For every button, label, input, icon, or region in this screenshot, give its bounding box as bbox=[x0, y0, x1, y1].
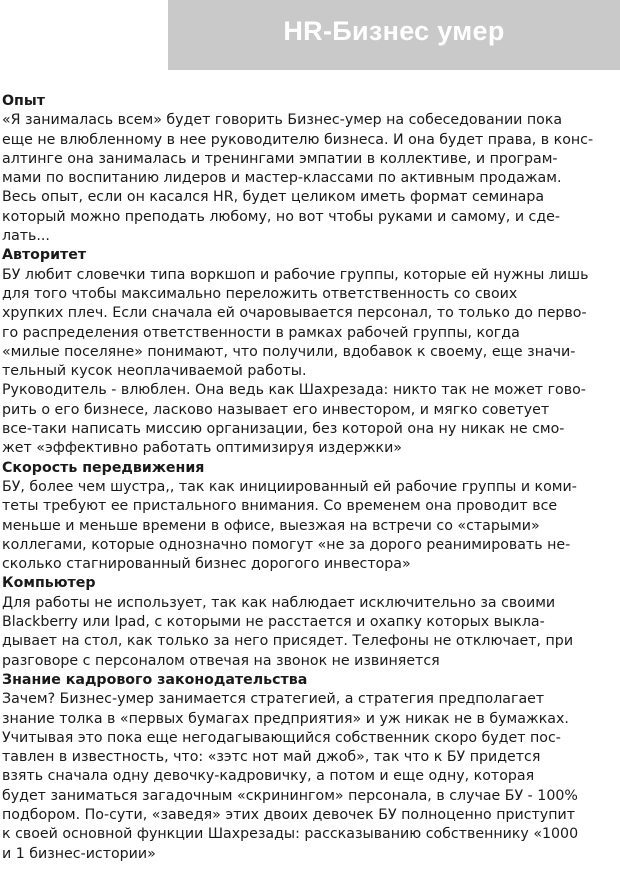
text-line: Blackberry или Ipad, с которыми не расстается и охапку которых выкла- bbox=[2, 614, 545, 631]
text-line: разговоре с персоналом отвечая на звонок не извиняется bbox=[2, 652, 440, 669]
page-title: HR-Бизнес умер bbox=[283, 16, 505, 46]
text-line: меньше и меньше времени в офисе, выезжая на встречи со «старыми» bbox=[2, 517, 540, 534]
text-line: еще не влюбленному в нее руководителю бизнеса. И она будет права, в конс- bbox=[2, 131, 594, 148]
section-labor-law bbox=[2, 671, 616, 864]
text-line: теты требуют ее пристального внимания. Со временем она проводит все bbox=[2, 498, 558, 515]
section-authority bbox=[2, 246, 616, 458]
text-line: Зачем? Бизнес-умер занимается стратегией, а стратегия предполагает bbox=[2, 691, 545, 708]
article-body bbox=[2, 92, 616, 864]
section-title: Знание кадрового законодательства bbox=[2, 671, 308, 688]
text-line: БУ, более чем шустра,, так как инициированный ей рабочие группы и коми- bbox=[2, 478, 577, 495]
text-line: сколько стагнированный бизнес дорогого инвестора» bbox=[2, 556, 411, 573]
text-line: мами по воспитанию лидеров и мастер-классами по активным продажам. bbox=[2, 170, 562, 187]
text-line: подбором. По-сути, «заведя» этих двоих девочек БУ полноценно приступит bbox=[2, 806, 575, 823]
header-band bbox=[168, 0, 620, 70]
text-line: к своей основной функции Шахрезады: рассказыванию собственнику «1000 bbox=[2, 826, 579, 843]
text-line: для того чтобы максимально переложить ответственность со своих bbox=[2, 285, 518, 302]
text-line: БУ любит словечки типа воркшоп и рабочие группы, которые ей нужны лишь bbox=[2, 266, 589, 283]
section-speed bbox=[2, 459, 616, 575]
text-line: Учитывая это пока еще негодагывающийся собственник скоро будет пос- bbox=[2, 729, 561, 746]
text-line: тельный кусок неоплачиваемой работы. bbox=[2, 363, 307, 380]
text-line: коллегами, которые однозначно помогут «не за дорого реанимировать не- bbox=[2, 536, 571, 553]
text-line: взять сначала одну девочку-кадровичку, а потом и еще одну, которая bbox=[2, 768, 535, 785]
text-line: все-таки написать миссию организации, без которой она ну никак не смо- bbox=[2, 421, 565, 438]
text-line: рить о его бизнесе, ласково называет его инвестором, и мягко советует bbox=[2, 401, 550, 418]
section-title: Опыт bbox=[2, 93, 45, 109]
text-line: Руководитель - влюблен. Она ведь как Шахрезада: никто так не может гово- bbox=[2, 382, 586, 399]
text-line: дывает на стол, как только за него присядет. Телефоны не отключает, при bbox=[2, 633, 574, 650]
section-title: Скорость передвижения bbox=[2, 459, 205, 476]
text-line: «Я занималась всем» будет говорить Бизнес-умер на собеседовании пока bbox=[2, 112, 563, 129]
text-line: хрупких плеч. Если сначала ей очаровывается персонал, то только до перво- bbox=[2, 305, 587, 322]
text-line: жет «эффективно работать оптимизируя издержки» bbox=[2, 440, 402, 457]
section-title: Компьютер bbox=[2, 575, 96, 592]
text-line: и 1 бизнес-истории» bbox=[2, 845, 156, 862]
text-line: «милые поселяне» понимают, что получили, вдобавок к своему, еще значи- bbox=[2, 343, 576, 360]
text-line: Весь опыт, если он касался HR, будет целиком иметь формат семинара bbox=[2, 189, 545, 206]
text-line: Для работы не использует, так как наблюдает исключительно за своими bbox=[2, 594, 556, 611]
text-line: знание толка в «первых бумагах предприятия» и уж никак не в бумажках. bbox=[2, 710, 569, 727]
section-title: Авторитет bbox=[2, 247, 87, 264]
text-line: тавлен в известность, что: «зэтс нот май джоб», так что к БУ придется bbox=[2, 749, 541, 766]
text-line: алтинге она занималась и тренингами эмпатии в коллективе, и програм- bbox=[2, 150, 558, 167]
text-line: го распределения ответственности в рамках рабочей группы, когда bbox=[2, 324, 520, 341]
text-line: будет заниматься загадочным «скринингом» персонала, в случае БУ - 100% bbox=[2, 787, 578, 804]
section-computer bbox=[2, 574, 616, 670]
section-experience bbox=[2, 92, 616, 246]
text-line: который можно преподать любому, но вот чтобы руками и самому, и сде- bbox=[2, 208, 561, 225]
text-line: лать... bbox=[2, 228, 50, 245]
